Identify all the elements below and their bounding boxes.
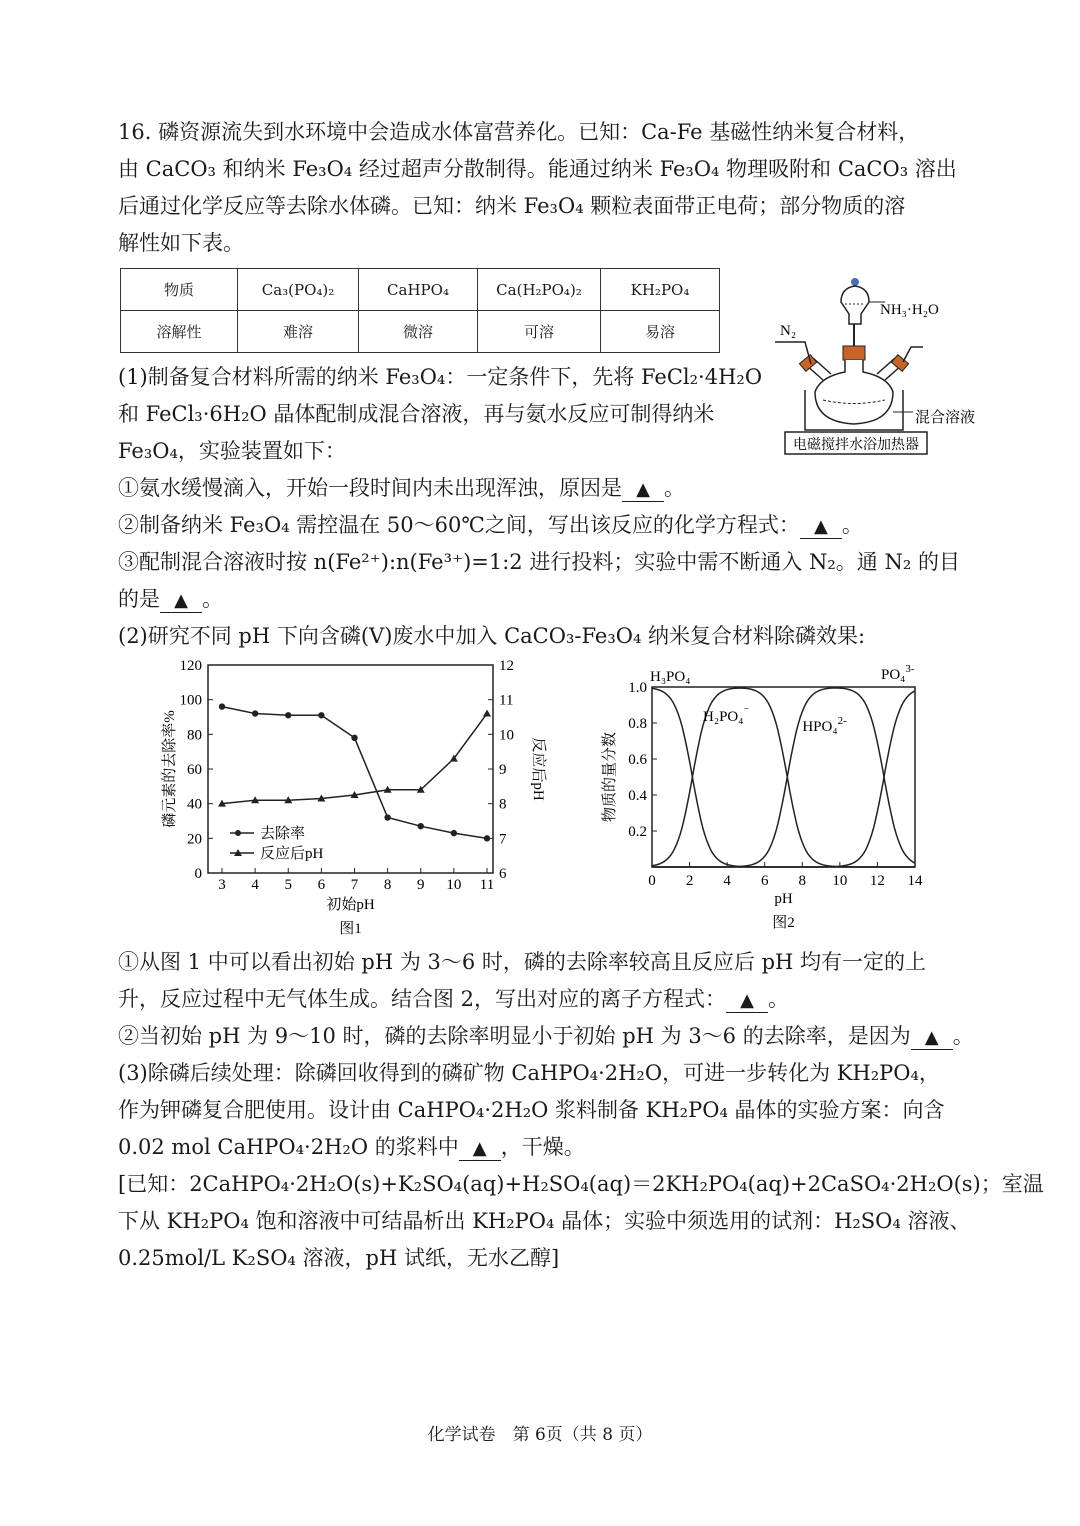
data-point-removal-rate [318, 712, 324, 718]
table-cell: 易溶 [601, 311, 720, 353]
table-cell: KH₂PO₄ [601, 269, 720, 311]
part3-line-3 [118, 1133, 585, 1161]
data-point-removal-rate [418, 823, 424, 829]
y-tick-label: 20 [187, 831, 202, 848]
species-curve-h3po4 [652, 688, 915, 867]
y2-tick-label: 10 [499, 727, 514, 744]
table-cell: 难溶 [238, 311, 359, 353]
x-tick-label: 12 [869, 873, 885, 889]
x-tick-label: 10 [446, 877, 462, 893]
q1-1-end: 。 [664, 476, 685, 500]
y2-tick-label: 12 [499, 658, 514, 674]
solution-label: 混合溶液 [915, 410, 976, 426]
q1-3-text: 的是 [118, 587, 160, 611]
part1-line-2: 和 FeCl₃·6H₂O 晶体配制成混合溶液，再与氨水反应可制得纳米 [118, 402, 715, 426]
table-cell: Ca(H₂PO₄)₂ [478, 269, 601, 311]
x-axis-label: pH [774, 891, 793, 907]
q2-1-end: 。 [768, 987, 790, 1011]
x-tick-label: 5 [284, 877, 292, 893]
plot-frame [652, 687, 915, 867]
data-point-removal-rate [384, 814, 390, 820]
x-tick-label: 10 [832, 873, 848, 889]
heater-label: 电磁搅拌水浴加热器 [793, 438, 919, 453]
center-stopper [843, 346, 865, 360]
n2-label: N₂ [780, 323, 797, 339]
species-label-h2po4: H₂PO₄⁻ [703, 705, 750, 725]
y-tick-label: 0.4 [628, 788, 647, 804]
y-tick-label: 0.6 [628, 752, 647, 768]
question-2-2 [118, 1022, 974, 1050]
table-header-cell: 物质 [121, 269, 238, 311]
data-point-removal-rate [484, 835, 490, 841]
part1-line-3: Fe₃O₄，实验装置如下： [118, 439, 346, 463]
table-cell: 微溶 [359, 311, 478, 353]
y-tick-label: 0.2 [628, 824, 647, 840]
q1-2-text: ②制备纳米 Fe₃O₄ 需控温在 50～60℃之间，写出该反应的化学方程式： [118, 513, 800, 537]
answer-blank[interactable]: ▲ [726, 990, 768, 1013]
answer-blank[interactable]: ▲ [911, 1027, 953, 1050]
x-tick-label: 6 [317, 877, 326, 893]
intro-line-3: 后通过化学反应等去除水体磷。已知：纳米 Fe₃O₄ 颗粒表面带正电荷；部分物质的溶 [118, 194, 906, 218]
answer-blank[interactable]: ▲ [622, 479, 664, 502]
y2-tick-label: 9 [499, 762, 507, 778]
y-tick-label: 80 [187, 727, 202, 744]
x-axis-label: 初始pH [326, 897, 375, 913]
legend-label: 去除率 [260, 826, 306, 842]
known-line-1: [已知：2CaHPO₄·2H₂O(s)+K₂SO₄(aq)+H₂SO₄(aq)＝2KH₂PO₄(aq)+2CaSO₄·2H₂O(s)；室温 [118, 1172, 1044, 1196]
series-line-final-ph [222, 714, 487, 804]
charge-sup: 3- [905, 663, 915, 675]
part1-line-1: (1)制备复合材料所需的纳米 Fe₃O₄：一定条件下，先将 FeCl₂·4H₂O [118, 365, 763, 389]
answer-blank[interactable]: ▲ [459, 1138, 501, 1161]
x-tick-label: 3 [218, 877, 226, 893]
known-line-3: 0.25mol/L K₂SO₄ 溶液，pH 试纸，无水乙醇] [118, 1246, 560, 1270]
nh3-label: NH₃·H₂O [880, 302, 939, 318]
x-tick-label: 8 [798, 873, 807, 889]
x-tick-label: 6 [760, 873, 769, 889]
table-cell: Ca₃(PO₄)₂ [238, 269, 359, 311]
apparatus-diagram [775, 272, 980, 462]
y-axis-label: 磷元素的去除率% [162, 710, 178, 828]
y2-tick-label: 7 [499, 831, 507, 848]
species-curve-hpo4 [652, 688, 915, 867]
page-footer: 化学试卷 第 6页（共 8 页） [427, 1425, 653, 1445]
y2-tick-label: 8 [499, 796, 507, 813]
part3-line-2: 作为钾磷复合肥使用。设计由 CaHPO₄·2H₂O 浆料制备 KH₂PO₄ 晶体的实验方案：向含 [118, 1098, 945, 1122]
q2-2-text: ②当初始 pH 为 9～10 时，磷的去除率明显小于初始 pH 为 3～6 的去除率，是因为 [118, 1024, 911, 1048]
data-point-removal-rate [285, 712, 291, 718]
x-tick-label: 2 [685, 873, 694, 889]
y-tick-label: 100 [179, 692, 202, 709]
table-cell: CaHPO₄ [359, 269, 478, 311]
question-2-1-line2 [118, 985, 789, 1013]
y-tick-label: 60 [187, 762, 202, 778]
q3-text: 0.02 mol CaHPO₄·2H₂O 的浆料中 [118, 1135, 459, 1159]
x-tick-label: 0 [648, 873, 656, 889]
y-tick-label: 1.0 [628, 680, 647, 696]
y2-axis-label: 反应后pH [530, 737, 546, 801]
part2-line: (2)研究不同 pH 下向含磷(V)废水中加入 CaCO₃-Fe₃O₄ 纳米复合材料除磷效果: [118, 624, 866, 648]
species-label-h3po4: H₃PO₄ [650, 669, 691, 685]
part3-line-1: (3)除磷后续处理：除磷回收得到的磷矿物 CaHPO₄·2H₂O，可进一步转化为 KH₂PO₄， [118, 1061, 940, 1085]
y-axis-label: 物质的量分数 [602, 731, 618, 823]
table-header-cell: 溶解性 [121, 311, 238, 353]
legend-marker-circle [235, 830, 241, 836]
y2-tick-label: 6 [499, 866, 507, 882]
y2-tick-label: 11 [499, 692, 514, 709]
table-row [121, 269, 720, 311]
plot-frame [208, 665, 493, 873]
data-point-removal-rate [451, 830, 457, 836]
y-tick-label: 0 [194, 866, 202, 882]
x-tick-label: 11 [479, 877, 495, 893]
y-tick-label: 0.8 [628, 716, 647, 732]
table-row [121, 311, 720, 353]
legend-label: 反应后pH [260, 846, 324, 862]
figure-2-chart [590, 655, 940, 945]
data-point-removal-rate [351, 735, 357, 741]
species-curve-h2po4 [652, 688, 915, 867]
known-line-2: 下从 KH₂PO₄ 饱和溶液中可结晶析出 KH₂PO₄ 晶体；实验中须选用的试剂：H₂SO₄ 溶液、 [118, 1209, 971, 1233]
figure-1-chart [150, 655, 550, 945]
answer-blank[interactable]: ▲ [160, 590, 202, 613]
y-tick-label: 40 [187, 796, 202, 813]
x-tick-label: 4 [723, 873, 731, 889]
chart-title: 图2 [772, 915, 795, 931]
charge-sup: ⁻ [743, 705, 750, 717]
intro-line-2: 由 CaCO₃ 和纳米 Fe₃O₄ 经过超声分散制得。能通过纳米 Fe₃O₄ 物理吸附和 CaCO₃ 溶出 [118, 157, 957, 181]
x-tick-label: 9 [417, 877, 425, 893]
question-1-3-line2 [118, 585, 223, 613]
q1-2-end: 。 [841, 513, 863, 537]
question-1-3-line1: ③配制混合溶液时按 n(Fe²⁺):n(Fe³⁺)=1:2 进行投料；实验中需不断通入 N₂。通 N₂ 的目 [118, 550, 960, 574]
q2-1-text: 升，反应过程中无气体生成。结合图 2，写出对应的离子方程式： [118, 987, 727, 1011]
y-tick-label: 120 [179, 658, 202, 674]
question-1-1 [118, 474, 685, 502]
intro-line-1: 16. 磷资源流失到水环境中会造成水体富营养化。已知：Ca-Fe 基磁性纳米复合材料， [118, 120, 920, 144]
question-2-1-line1: ①从图 1 中可以看出初始 pH 为 3～6 时，磷的去除率较高且反应后 pH 均有一定的上 [118, 950, 926, 974]
stopper-icon [851, 278, 859, 286]
chart-title: 图1 [339, 921, 362, 937]
q1-1-text: ①氨水缓慢滴入，开始一段时间内未出现浑浊，原因是 [118, 476, 622, 500]
q1-3-end: 。 [202, 587, 223, 611]
intro-line-4: 解性如下表。 [118, 231, 244, 255]
species-label-hpo4: HPO₄$^{2-}$ [802, 715, 847, 735]
answer-blank[interactable]: ▲ [800, 516, 842, 539]
data-point-final-ph [483, 710, 491, 717]
q3-end: ，干燥。 [500, 1135, 585, 1159]
x-tick-label: 14 [907, 873, 923, 889]
x-tick-label: 4 [251, 877, 259, 893]
dropping-funnel [841, 286, 869, 324]
question-1-2 [118, 511, 863, 539]
table-cell: 可溶 [478, 311, 601, 353]
data-point-removal-rate [252, 710, 258, 716]
species-label-po4: PO₄$^{3-}$ [881, 663, 915, 683]
series-line-removal-rate [222, 707, 487, 839]
x-tick-label: 8 [383, 877, 392, 893]
data-point-removal-rate [219, 703, 225, 709]
charge-sup: 2- [837, 715, 847, 727]
x-tick-label: 7 [350, 877, 359, 893]
q2-2-end: 。 [952, 1024, 974, 1048]
solubility-table [120, 268, 720, 353]
